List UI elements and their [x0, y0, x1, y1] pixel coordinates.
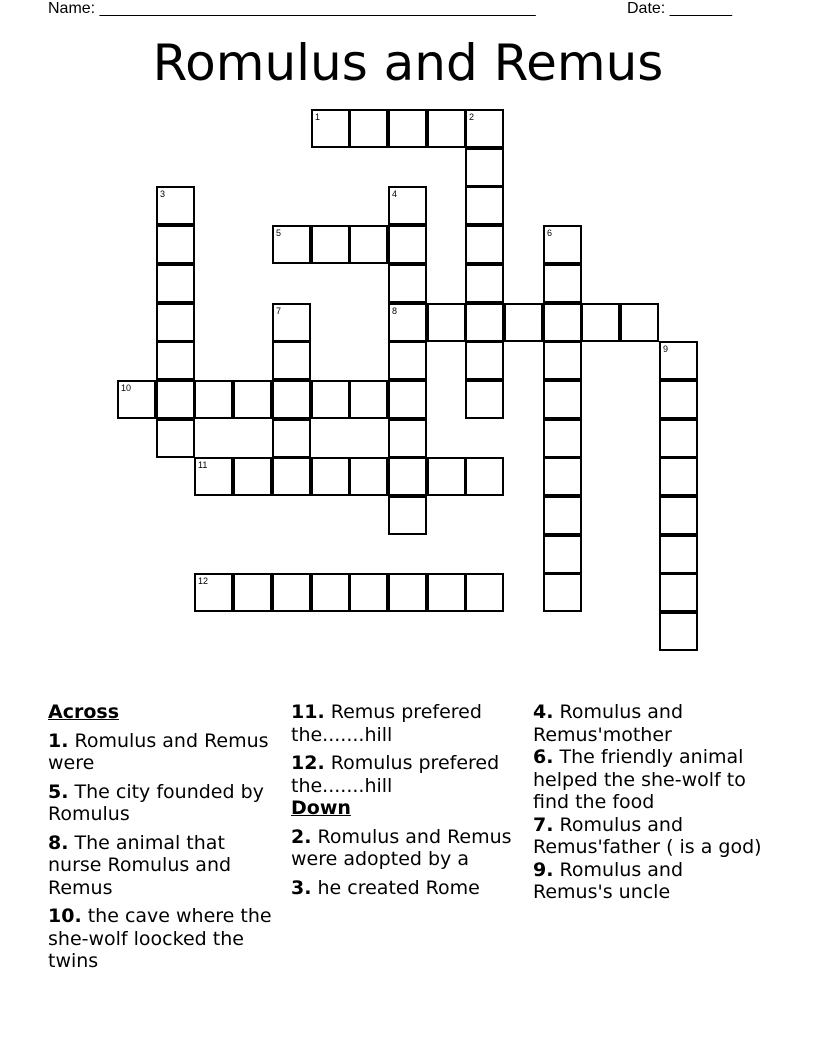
- crossword-cell[interactable]: [581, 303, 620, 342]
- crossword-cell[interactable]: [504, 303, 543, 342]
- clue-across-1: [48, 730, 278, 775]
- clue-number: 3.: [291, 876, 312, 899]
- crossword-cell[interactable]: [543, 457, 582, 496]
- crossword-cell[interactable]: [543, 496, 582, 535]
- crossword-cell[interactable]: [156, 225, 195, 264]
- crossword-cell[interactable]: [272, 303, 311, 342]
- down-heading: Down: [291, 797, 351, 819]
- cell-number: 1: [315, 112, 321, 122]
- crossword-cell[interactable]: [388, 496, 427, 535]
- crossword-cell[interactable]: [465, 109, 504, 148]
- crossword-cell[interactable]: [543, 380, 582, 419]
- cell-number: 5: [276, 228, 282, 238]
- clue-text: Romulus and Remus's uncle: [533, 858, 684, 903]
- crossword-cell[interactable]: [427, 109, 466, 148]
- cell-number: 2: [469, 112, 475, 122]
- clue-column-1: [48, 701, 278, 979]
- crossword-cell[interactable]: [272, 380, 311, 419]
- crossword-cell[interactable]: [465, 380, 504, 419]
- crossword-cell[interactable]: [659, 457, 698, 496]
- clue-number: 11.: [291, 701, 325, 723]
- crossword-cell[interactable]: [543, 303, 582, 342]
- crossword-cell[interactable]: [659, 341, 698, 380]
- clue-text: Romulus prefered the.......hill: [291, 752, 500, 797]
- clue-text: Romulus and Remus were adopted by a: [291, 825, 512, 870]
- crossword-cell[interactable]: [465, 341, 504, 380]
- crossword-cell[interactable]: [272, 457, 311, 496]
- crossword-cell[interactable]: [233, 380, 272, 419]
- crossword-cell[interactable]: [465, 148, 504, 187]
- clue-down-6: [533, 746, 763, 814]
- crossword-cell[interactable]: [659, 573, 698, 612]
- crossword-cell[interactable]: [156, 264, 195, 303]
- clue-text: The friendly animal helped the she-wolf to find the food: [533, 746, 746, 813]
- clue-across-10: [48, 905, 278, 973]
- clue-number: 10.: [48, 905, 82, 927]
- crossword-cell[interactable]: [233, 457, 272, 496]
- crossword-cell[interactable]: [427, 573, 466, 612]
- crossword-cell[interactable]: [349, 380, 388, 419]
- crossword-cell[interactable]: [388, 109, 427, 148]
- crossword-cell[interactable]: [659, 496, 698, 535]
- crossword-cell[interactable]: [465, 457, 504, 496]
- clue-text: The animal that nurse Romulus and Remus: [48, 831, 232, 899]
- crossword-cell[interactable]: [388, 303, 427, 342]
- crossword-cell[interactable]: [194, 380, 233, 419]
- cell-number: 8: [392, 306, 398, 316]
- clue-number: 6.: [533, 746, 554, 768]
- date-field[interactable]: Date: _______: [627, 0, 732, 17]
- page-title: Romulus and Remus: [152, 34, 664, 92]
- clue-number: 2.: [291, 825, 312, 848]
- crossword-cell[interactable]: [349, 225, 388, 264]
- crossword-cell[interactable]: [311, 457, 350, 496]
- clue-text: Remus prefered the.......hill: [291, 701, 482, 746]
- clue-down-3: [291, 877, 521, 900]
- crossword-cell[interactable]: [659, 419, 698, 458]
- crossword-cell[interactable]: [465, 186, 504, 225]
- clue-across-8: [48, 832, 278, 900]
- clue-column-2: [291, 701, 521, 905]
- clue-number: 7.: [533, 813, 554, 836]
- clue-across-11: [291, 701, 521, 746]
- cell-number: 12: [198, 576, 209, 586]
- clue-text: he created Rome: [317, 876, 480, 899]
- crossword-cell[interactable]: [465, 573, 504, 612]
- clue-text: Romulus and Remus'father ( is a god): [533, 813, 762, 858]
- cell-number: 3: [160, 189, 166, 199]
- crossword-cell[interactable]: [465, 303, 504, 342]
- crossword-cell[interactable]: [311, 109, 350, 148]
- crossword-cell[interactable]: [349, 573, 388, 612]
- clue-number: 8.: [48, 831, 69, 854]
- clue-text: Romulus and Remus'mother: [533, 701, 684, 746]
- crossword-cell[interactable]: [543, 341, 582, 380]
- clue-number: 1.: [48, 729, 69, 752]
- crossword-cell[interactable]: [349, 457, 388, 496]
- crossword-cell[interactable]: [233, 573, 272, 612]
- crossword-cell[interactable]: [156, 341, 195, 380]
- crossword-cell[interactable]: [427, 303, 466, 342]
- crossword-cell[interactable]: [427, 457, 466, 496]
- crossword-cell[interactable]: [388, 264, 427, 303]
- crossword-cell[interactable]: [659, 380, 698, 419]
- crossword-cell[interactable]: [117, 380, 156, 419]
- crossword-cell[interactable]: [388, 457, 427, 496]
- crossword-cell[interactable]: [543, 264, 582, 303]
- cell-number: 6: [547, 228, 553, 238]
- crossword-cell[interactable]: [543, 225, 582, 264]
- crossword-cell[interactable]: [272, 341, 311, 380]
- clue-across-5: [48, 781, 278, 826]
- crossword-cell[interactable]: [543, 535, 582, 574]
- crossword-cell[interactable]: [156, 419, 195, 458]
- clue-down-2: [291, 826, 521, 871]
- clue-text: Romulus and Remus were: [48, 729, 269, 774]
- cell-number: 10: [121, 383, 132, 393]
- crossword-cell[interactable]: [388, 225, 427, 264]
- crossword-cell[interactable]: [388, 573, 427, 612]
- clue-down-4: [533, 701, 763, 746]
- crossword-cell[interactable]: [156, 186, 195, 225]
- clue-text: the cave where the she-wolf loocked the twins: [48, 905, 272, 972]
- crossword-cell[interactable]: [620, 303, 659, 342]
- clue-number: 12.: [291, 752, 325, 774]
- crossword-cell[interactable]: [659, 612, 698, 651]
- cell-number: 11: [198, 460, 208, 470]
- clue-across-12: [291, 752, 521, 797]
- crossword-cell[interactable]: [388, 380, 427, 419]
- clue-number: 9.: [533, 858, 554, 881]
- clue-number: 5.: [48, 780, 69, 803]
- crossword-cell[interactable]: [349, 109, 388, 148]
- crossword-cell[interactable]: [388, 341, 427, 380]
- crossword-cell[interactable]: [311, 225, 350, 264]
- crossword-cell[interactable]: [388, 186, 427, 225]
- clue-down-7: [533, 814, 763, 859]
- crossword-cell[interactable]: [194, 573, 233, 612]
- crossword-cell[interactable]: [272, 419, 311, 458]
- crossword-cell[interactable]: [156, 303, 195, 342]
- clue-down-9: [533, 859, 763, 904]
- crossword-cell[interactable]: [311, 380, 350, 419]
- cell-number: 9: [663, 344, 669, 354]
- clue-number: 4.: [533, 701, 554, 723]
- crossword-cell[interactable]: [272, 225, 311, 264]
- clue-column-3: [533, 701, 763, 910]
- crossword-cell[interactable]: [465, 225, 504, 264]
- crossword-cell[interactable]: [311, 573, 350, 612]
- crossword-cell[interactable]: [543, 419, 582, 458]
- crossword-cell[interactable]: [194, 457, 233, 496]
- crossword-cell[interactable]: [388, 419, 427, 458]
- crossword-cell[interactable]: [465, 264, 504, 303]
- name-field[interactable]: Name: _________________________________________________: [48, 0, 536, 17]
- crossword-cell[interactable]: [659, 535, 698, 574]
- clue-text: The city founded by Romulus: [48, 780, 264, 825]
- across-heading: Across: [48, 701, 120, 723]
- cell-number: 4: [392, 189, 398, 199]
- crossword-cell[interactable]: [543, 573, 582, 612]
- crossword-cell[interactable]: [156, 380, 195, 419]
- crossword-cell[interactable]: [272, 573, 311, 612]
- cell-number: 7: [276, 306, 282, 316]
